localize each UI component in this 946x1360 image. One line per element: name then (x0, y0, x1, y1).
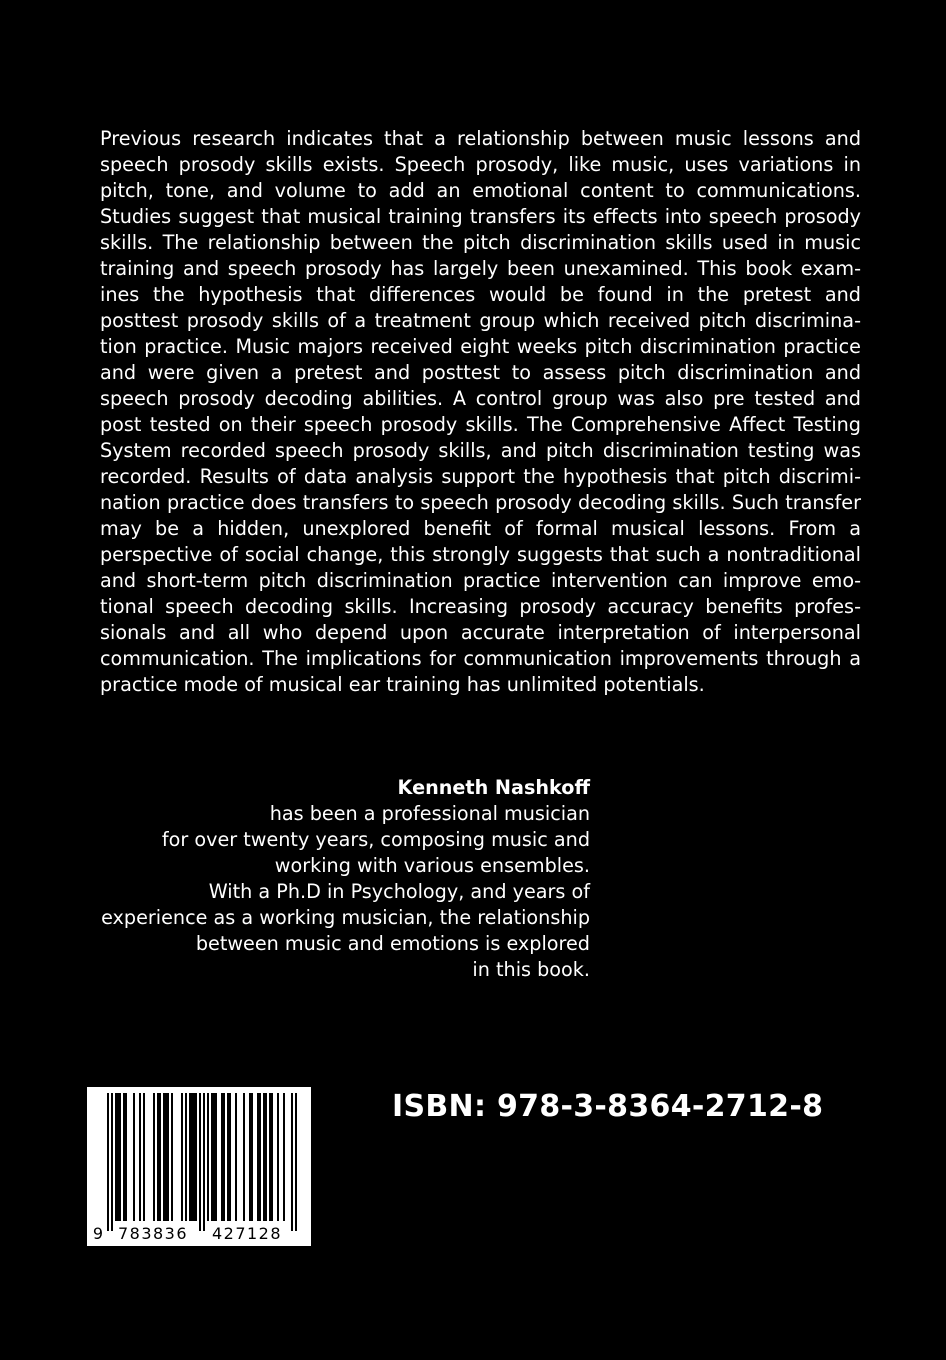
barcode-bar (163, 1093, 165, 1221)
isbn-label: ISBN: 978-3-8364-2712-8 (392, 1089, 824, 1124)
barcode-bar (229, 1093, 231, 1221)
author-bio-line: With a Ph.D in Psychology, and years of (208, 880, 590, 903)
barcode-bar (171, 1093, 173, 1221)
barcode-right-digits: 427128 (211, 1224, 283, 1243)
barcode-bar (213, 1093, 215, 1221)
barcode-bar (189, 1093, 191, 1221)
barcode-bar (221, 1093, 223, 1221)
barcode-bar (269, 1093, 271, 1221)
barcode-bar (115, 1093, 117, 1221)
barcode-bar (167, 1093, 169, 1221)
barcode-bars (107, 1093, 297, 1231)
author-bio-line: for over twenty years, composing music and (161, 828, 590, 851)
barcode-bar (283, 1093, 285, 1221)
barcode-bar (119, 1093, 121, 1221)
barcode-bar (235, 1093, 237, 1221)
barcode-bar (111, 1093, 113, 1231)
barcode-image (87, 1087, 311, 1246)
barcode-bar (159, 1093, 161, 1221)
barcode-bar (257, 1093, 259, 1221)
back-cover-blurb: Previous research indicates that a relationship between music lessons and speech prosody skills exists. Speech prosody, like music, uses variations in pitch, tone, and volume to add an emotional content to communications. Studies suggest that musical training transfers its effects into speech prosody skills. The relationship between the pitch discrimination skills used in music training and speech prosody has largely been unexamined. This book examines the hypothesis that differences would be found in the pretest and posttest prosody skills of a treatment group which received pitch discrimination practice. Music majors received eight weeks pitch discrimination practice and were given a pretest and posttest to assess pitch discrimination and speech prosody decoding abilities. A control group was also pre tested and post tested on their speech prosody skills. The Comprehensive Affect Testing System recorded speech prosody skills, and pitch discrimination testing was recorded. Results of data analysis support the hypothesis that pitch discrimination practice does transfers to speech prosody decoding skills. Such transfer may be a hidden, unexplored benefit of formal musical lessons. From a perspective of social change, this strongly suggests that such a nontraditional and short-term pitch discrimination practice intervention can improve emotional speech decoding skills. Increasing prosody accuracy benefits professionals and all who depend upon accurate interpretation of interpersonal communication. The implications for communication improvements through a practice mode of musical ear training has unlimited potentials. (100, 127, 861, 696)
barcode-bar (227, 1093, 229, 1221)
barcode-bar (123, 1093, 125, 1221)
barcode-bar (191, 1093, 193, 1221)
isbn-barcode (87, 1087, 311, 1246)
barcode-bar (211, 1093, 213, 1221)
barcode-bar (157, 1093, 159, 1221)
author-bio-line: has been a professional musician (269, 802, 590, 825)
barcode-bar (203, 1093, 205, 1231)
barcode-bar (251, 1093, 253, 1221)
barcode-bar (249, 1093, 251, 1221)
barcode-bar (215, 1093, 217, 1221)
barcode-bar (117, 1093, 119, 1221)
barcode-bar (265, 1093, 267, 1221)
barcode-bar (185, 1093, 187, 1221)
barcode-bar (263, 1093, 265, 1221)
author-bio-line: working with various ensembles. (274, 854, 590, 877)
barcode-bar (107, 1093, 109, 1231)
barcode-bar (153, 1093, 155, 1221)
barcode-bar (271, 1093, 273, 1221)
barcode-first-digit: 9 (92, 1224, 104, 1243)
barcode-bar (223, 1093, 225, 1221)
barcode-bar (195, 1093, 197, 1221)
author-bio-line: experience as a working musician, the relationship (101, 906, 590, 929)
author-bio-line: in this book. (472, 958, 590, 981)
author-bio-line: between music and emotions is explored (195, 932, 590, 955)
barcode-bar (143, 1093, 145, 1221)
barcode-bar (199, 1093, 201, 1231)
barcode-bar (277, 1093, 279, 1221)
barcode-left-digits: 783836 (117, 1224, 189, 1243)
author-bio (60, 775, 590, 983)
author-name: Kenneth Nashkoff (397, 776, 590, 799)
barcode-bar (165, 1093, 167, 1221)
barcode-bar (181, 1093, 183, 1221)
barcode-bar (259, 1093, 261, 1221)
barcode-bar (243, 1093, 245, 1221)
barcode-bar (125, 1093, 127, 1221)
barcode-bar (207, 1093, 209, 1221)
barcode-bar (139, 1093, 141, 1221)
barcode-bar (133, 1093, 135, 1221)
barcode-bar (193, 1093, 195, 1221)
barcode-bar (295, 1093, 297, 1231)
barcode-bar (291, 1093, 293, 1231)
